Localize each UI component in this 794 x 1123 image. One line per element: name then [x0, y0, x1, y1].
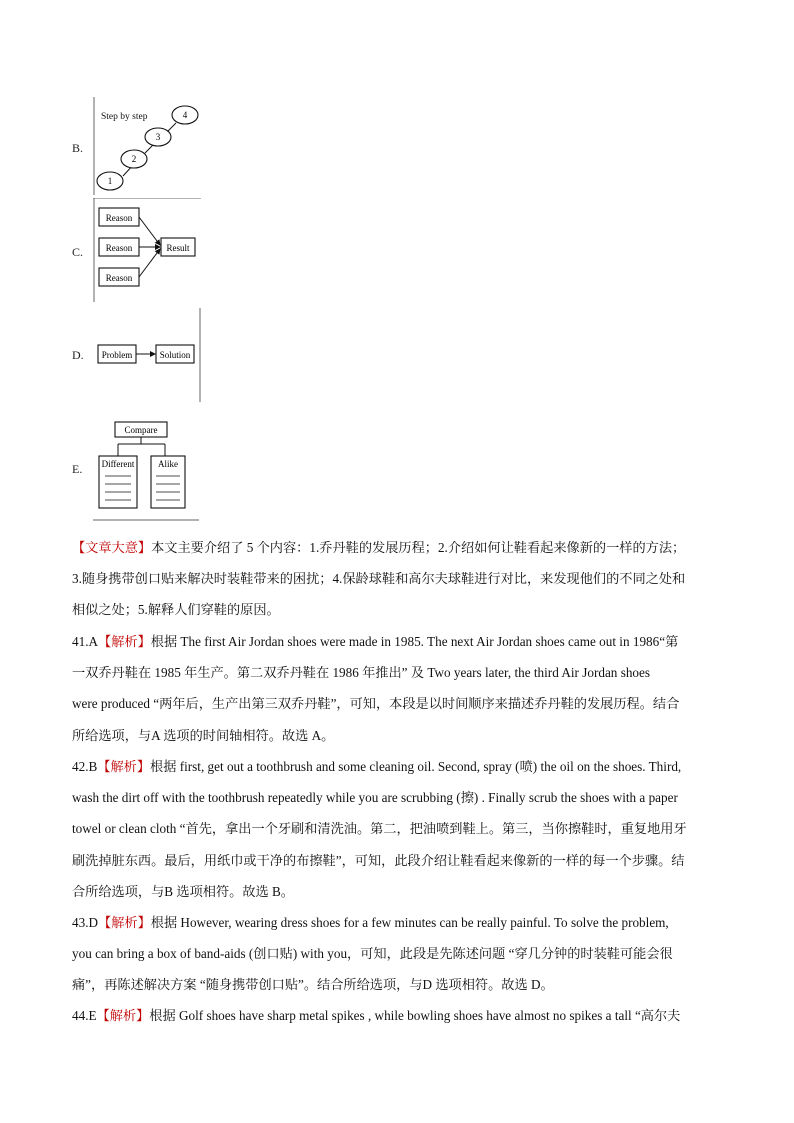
- answer-number: 42.B: [72, 759, 98, 774]
- reason-result-diagram: [93, 198, 205, 307]
- answer-number: 44.E: [72, 1008, 97, 1023]
- different-box: Different: [101, 459, 135, 469]
- option-label-d: D.: [72, 348, 84, 362]
- step-2: 2: [131, 154, 137, 164]
- answer-41: 41.A【解析】根据 The first Air Jordan shoes were made in 1985. The next Air Jordan shoes came out in 1986“第 一双乔丹鞋在 1985 年生产。第二双乔丹鞋在 1986 年推出” 及 Two years later, the third Air Jordan shoes were produced “两年后，生产出第三双乔丹鞋”，可知，本段是以时间顺序来描述乔丹鞋的发展历程。结合 所给选项，与A 选项的时间轴相符。故选 A。: [72, 634, 680, 743]
- alike-box: Alike: [158, 459, 178, 469]
- option-label-e: E.: [72, 462, 83, 476]
- summary-line-1: 【文章大意】本文主要介绍了 5 个内容：1.乔丹鞋的发展历程；2.介绍如何让鞋看起来像新的一样的方法；: [72, 540, 686, 555]
- reason-1: Reason: [105, 213, 133, 223]
- summary-line-3: 相似之处；5.解释人们穿鞋的原因。: [72, 602, 280, 618]
- problem-box: Problem: [101, 350, 133, 360]
- reason-3: Reason: [105, 273, 133, 283]
- step-4: 4: [182, 110, 188, 120]
- summary-line-2: 3.随身携带创口贴来解决时装鞋带来的困扰；4.保龄球鞋和高尔夫球鞋进行对比，来发现他们的不同之处和: [72, 571, 686, 587]
- answer-42: 42.B【解析】根据 first, get out a toothbrush and some cleaning oil. Second, spray (喷) the oil on the shoes. Third, wash the dirt off with the toothbrush repeatedly while you are scrubbing (擦) . Finally scrub the shoes with a paper towel or clean cloth “首先，拿出一个牙刷和清洗油。第二，把油喷到鞋上。第三，当你擦鞋时，重复地用牙 刷洗掉脏东西。最后，用纸巾或干净的布擦鞋”，可知，此段介绍让鞋看起来像新的一样的每一个步骤。结 合所给选项，与B 选项相符。故选 B。: [72, 759, 687, 899]
- diagram-title: Step by step: [101, 112, 148, 122]
- result-box: Result: [166, 243, 190, 253]
- answer-number: 41.A: [72, 634, 99, 649]
- answer-44: 44.E【解析】根据 Golf shoes have sharp metal spikes , while bowling shoes have almost no spikes a tall “高尔夫: [72, 1008, 681, 1023]
- analysis-tag: 【解析】: [97, 759, 151, 774]
- analysis-tag: 【解析】: [98, 915, 151, 930]
- step-1: 1: [107, 176, 113, 186]
- step-by-step-diagram: [93, 97, 205, 200]
- reason-2: Reason: [105, 243, 133, 253]
- option-label-b: B.: [72, 141, 84, 155]
- analysis-tag: 【解析】: [96, 1008, 150, 1023]
- solution-box: Solution: [159, 350, 191, 360]
- step-3: 3: [155, 132, 161, 142]
- summary-paragraph: [72, 532, 722, 626]
- summary-tag: 【文章大意】: [72, 540, 152, 555]
- answer-number: 43.D: [72, 915, 99, 930]
- compare-diagram: [93, 418, 205, 529]
- answer-43: 43.D【解析】根据 However, wearing dress shoes for a few minutes can be really painful. To solve the problem, you can bring a box of band-aids (创口贴) with you，可知，此段是先陈述问题 “穿几分钟的时装鞋可能会很 痛”，再陈述解决方案 “随身携带创口贴”。结合所给选项，与D 选项相符。故选 D。: [72, 915, 673, 993]
- problem-solution-diagram: [93, 308, 205, 407]
- compare-box: Compare: [124, 425, 158, 435]
- option-label-c: C.: [72, 245, 84, 259]
- analysis-tag: 【解析】: [98, 634, 151, 649]
